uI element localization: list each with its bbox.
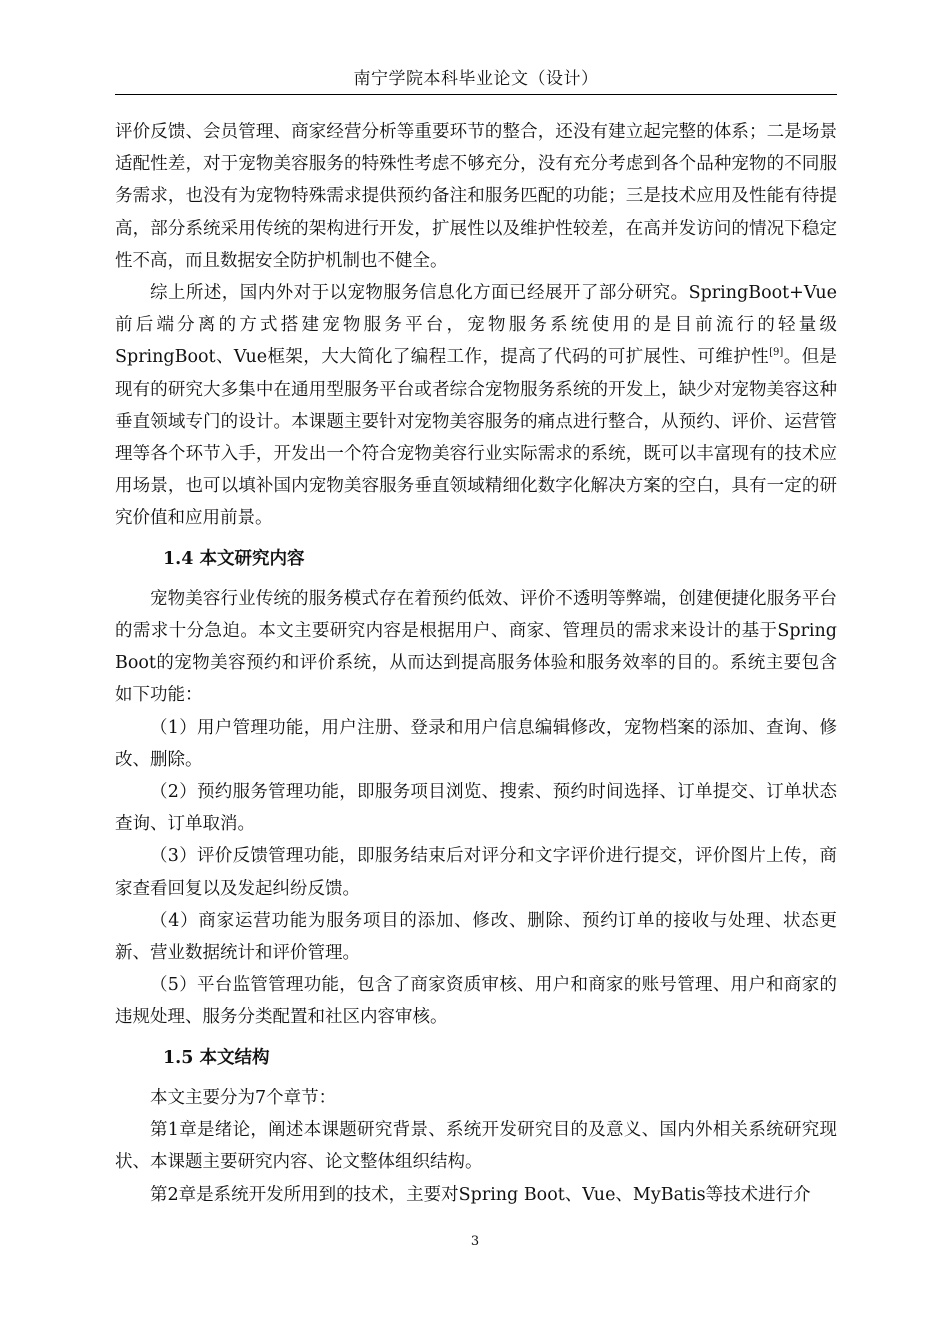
page-number: 3 bbox=[470, 1234, 480, 1249]
header-rule bbox=[115, 94, 837, 95]
list-item: （4）商家运营功能为服务项目的添加、修改、删除、预约订单的接收与处理、状态更新、营业数据统计和评价管理。 bbox=[115, 910, 837, 964]
paragraph: 评价反馈、会员管理、商家经营分析等重要环节的整合，还没有建立起完整的体系；二是场景适配性差，对于宠物美容服务的特殊性考虑不够充分，没有充分考虑到各个品种宠物的不同服务需求，也没有为宠物特殊需求提供预约备注和服务匹配的功能；三是技术应用及性能有待提高，部分系统采用传统的架构进行开发，扩展性以及维护性较差，在高并发访问的情况下稳定性不高，而且数据安全防护机制也不健全。 bbox=[115, 122, 837, 271]
section-heading: 1.4 本文研究内容 bbox=[163, 548, 305, 569]
paragraph: 本文主要分为7个章节： bbox=[150, 1087, 337, 1108]
paragraph: 宠物美容行业传统的服务模式存在着预约低效、评价不透明等弊端，创建便捷化服务平台的需求十分急迫。本文主要研究内容是根据用户、商家、管理员的需求来设计的基于Spring Boot的宠物美容预约和评价系统，从而达到提高服务体验和服务效率的目的。系统主要包含如下功能： bbox=[115, 588, 837, 706]
list-item: （3）评价反馈管理功能，即服务结束后对评分和文字评价进行提交，评价图片上传，商家查看回复以及发起纠纷反馈。 bbox=[115, 846, 837, 899]
section-heading: 1.5 本文结构 bbox=[163, 1047, 270, 1068]
running-header: 南宁学院本科毕业论文（设计） bbox=[353, 69, 599, 89]
citation-marker[interactable]: [9] bbox=[769, 347, 784, 359]
paragraph-text: 综上所述，国内外对于以宠物服务信息化方面已经展开了部分研究。SpringBoot+Vue前后端分离的方式搭建宠物服务平台，宠物服务系统使用的是目前流行的轻量级SpringBoot、Vue框架，大大简化了编程工作，提高了代码的可扩展性、可维护性 bbox=[115, 283, 837, 368]
list-item: （5）平台监管管理功能，包含了商家资质审核、用户和商家的账号管理、用户和商家的违规处理、服务分类配置和社区内容审核。 bbox=[115, 975, 837, 1028]
paragraph-text: 。但是现有的研究大多集中在通用型服务平台或者综合宠物服务系统的开发上，缺少对宠物美容这种垂直领域专门的设计。本课题主要针对宠物美容服务的痛点进行整合，从预约、评价、运营管理等各个环节入手，开发出一个符合宠物美容行业实际需求的系统，既可以丰富现有的技术应用场景，也可以填补国内宠物美容服务垂直领域精细化数字化解决方案的空白，具有一定的研究价值和应用前景。 bbox=[115, 347, 838, 529]
paragraph: 第2章是系统开发所用到的技术，主要对Spring Boot、Vue、MyBatis等技术进行介 bbox=[150, 1184, 811, 1205]
body-text bbox=[115, 116, 837, 1211]
list-item: （1）用户管理功能，用户注册、登录和用户信息编辑修改，宠物档案的添加、查询、修改、删除。 bbox=[115, 717, 837, 770]
paragraph-with-citation bbox=[115, 277, 837, 535]
list-item: （2）预约服务管理功能，即服务项目浏览、搜索、预约时间选择、订单提交、订单状态查询、订单取消。 bbox=[115, 782, 837, 835]
paragraph: 第1章是绪论，阐述本课题研究背景、系统开发研究目的及意义、国内外相关系统研究现状、本课题主要研究内容、论文整体组织结构。 bbox=[115, 1120, 837, 1173]
